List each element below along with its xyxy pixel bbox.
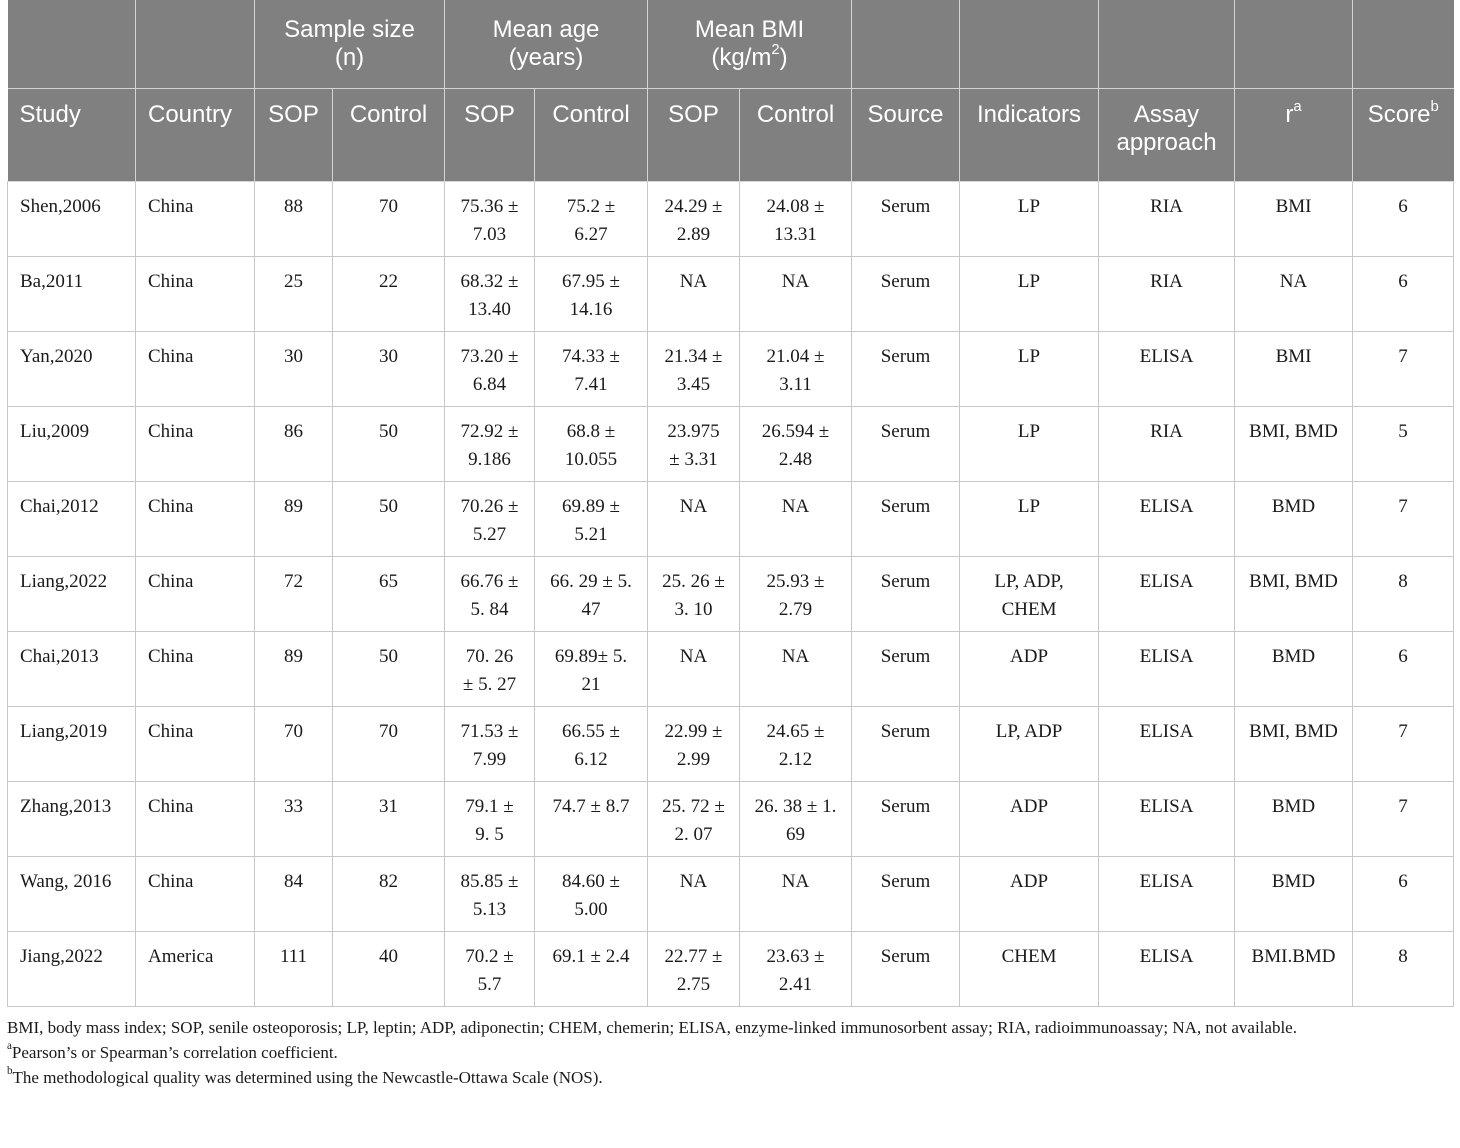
footnotes (7, 1015, 1453, 1090)
cell-assay: ELISA (1099, 632, 1235, 707)
cell-n-sop: 30 (255, 332, 333, 407)
cell-bmi-control: 26. 38 ± 1. 69 (740, 782, 852, 857)
mean-bmi-unit-post: ) (779, 44, 788, 71)
col-header-age-sop: SOP (445, 89, 535, 182)
cell-age-sop: 79.1 ± 9. 5 (445, 782, 535, 857)
col-header-score-sup: b (1430, 98, 1439, 115)
empty-header-cell (1235, 0, 1353, 89)
cell-indicators: LP, ADP (960, 707, 1099, 782)
cell-bmi-sop: 21.34 ± 3.45 (648, 332, 740, 407)
cell-bmi-sop: NA (648, 632, 740, 707)
cell-source: Serum (852, 707, 960, 782)
cell-age-sop: 68.32 ± 13.40 (445, 257, 535, 332)
col-header-score (1353, 89, 1454, 182)
cell-assay: RIA (1099, 407, 1235, 482)
cell-source: Serum (852, 932, 960, 1007)
cell-n-control: 50 (333, 407, 445, 482)
cell-score: 5 (1353, 407, 1454, 482)
col-header-r-sup: a (1293, 98, 1302, 115)
table-row (8, 557, 1454, 632)
cell-n-control: 70 (333, 707, 445, 782)
cell-age-control: 69.1 ± 2.4 (535, 932, 648, 1007)
footnote-b-mark: b (7, 1065, 13, 1078)
cell-bmi-sop: 25. 26 ± 3. 10 (648, 557, 740, 632)
empty-header-cell (1353, 0, 1454, 89)
study-characteristics-table (7, 0, 1454, 1007)
cell-age-control: 69.89± 5. 21 (535, 632, 648, 707)
cell-r: BMI (1235, 332, 1353, 407)
cell-bmi-control: 24.65 ± 2.12 (740, 707, 852, 782)
cell-source: Serum (852, 182, 960, 257)
footnote-a (7, 1040, 1453, 1065)
cell-age-sop: 70. 26 ± 5. 27 (445, 632, 535, 707)
cell-age-sop: 70.26 ± 5.27 (445, 482, 535, 557)
cell-study: Yan,2020 (8, 332, 136, 407)
col-header-r (1235, 89, 1353, 182)
cell-n-control: 31 (333, 782, 445, 857)
footnote-abbreviations: BMI, body mass index; SOP, senile osteoporosis; LP, leptin; ADP, adiponectin; CHEM, chemerin; ELISA, enzyme-linked immunosorbent assay; RIA, radioimmunoassay; NA, not available. (7, 1018, 1297, 1037)
cell-study: Wang, 2016 (8, 857, 136, 932)
cell-source: Serum (852, 632, 960, 707)
mean-age-header: Mean age (years) (445, 0, 648, 89)
cell-study: Liu,2009 (8, 407, 136, 482)
cell-bmi-sop: NA (648, 257, 740, 332)
cell-age-control: 68.8 ± 10.055 (535, 407, 648, 482)
cell-assay: ELISA (1099, 557, 1235, 632)
cell-indicators: LP (960, 257, 1099, 332)
cell-study: Zhang,2013 (8, 782, 136, 857)
cell-score: 6 (1353, 857, 1454, 932)
mean-bmi-header (648, 0, 852, 89)
cell-indicators: ADP (960, 857, 1099, 932)
cell-age-sop: 72.92 ± 9.186 (445, 407, 535, 482)
empty-header-cell (8, 0, 136, 89)
cell-score: 7 (1353, 707, 1454, 782)
col-header-r-label: r (1285, 101, 1294, 128)
table-row (8, 182, 1454, 257)
cell-source: Serum (852, 857, 960, 932)
col-header-country: Country (136, 89, 255, 182)
group-header-row (8, 0, 1454, 89)
cell-assay: RIA (1099, 257, 1235, 332)
cell-age-control: 66. 29 ± 5. 47 (535, 557, 648, 632)
cell-score: 8 (1353, 557, 1454, 632)
cell-bmi-sop: NA (648, 857, 740, 932)
cell-country: China (136, 257, 255, 332)
col-header-source: Source (852, 89, 960, 182)
cell-study: Shen,2006 (8, 182, 136, 257)
col-header-n-sop: SOP (255, 89, 333, 182)
col-header-indicators: Indicators (960, 89, 1099, 182)
cell-study: Jiang,2022 (8, 932, 136, 1007)
cell-assay: ELISA (1099, 932, 1235, 1007)
empty-header-cell (960, 0, 1099, 89)
col-header-n-control: Control (333, 89, 445, 182)
cell-assay: ELISA (1099, 482, 1235, 557)
cell-age-control: 69.89 ± 5.21 (535, 482, 648, 557)
cell-source: Serum (852, 332, 960, 407)
cell-n-sop: 25 (255, 257, 333, 332)
mean-bmi-unit-sup: 2 (771, 41, 780, 58)
cell-n-control: 50 (333, 632, 445, 707)
footnote-a-text: Pearson’s or Spearman’s correlation coefficient. (11, 1043, 338, 1062)
cell-score: 7 (1353, 482, 1454, 557)
cell-n-sop: 70 (255, 707, 333, 782)
cell-n-control: 22 (333, 257, 445, 332)
cell-country: China (136, 482, 255, 557)
cell-bmi-control: 21.04 ± 3.11 (740, 332, 852, 407)
cell-bmi-sop: 22.99 ± 2.99 (648, 707, 740, 782)
col-header-bmi-control: Control (740, 89, 852, 182)
cell-r: BMI, BMD (1235, 707, 1353, 782)
cell-age-sop: 85.85 ± 5.13 (445, 857, 535, 932)
cell-country: China (136, 782, 255, 857)
cell-study: Chai,2012 (8, 482, 136, 557)
cell-country: China (136, 407, 255, 482)
cell-country: China (136, 332, 255, 407)
cell-assay: ELISA (1099, 782, 1235, 857)
cell-bmi-control: NA (740, 482, 852, 557)
cell-score: 6 (1353, 182, 1454, 257)
cell-age-control: 74.7 ± 8.7 (535, 782, 648, 857)
cell-country: China (136, 182, 255, 257)
cell-bmi-sop: 23.975 ± 3.31 (648, 407, 740, 482)
cell-score: 6 (1353, 257, 1454, 332)
cell-age-control: 66.55 ± 6.12 (535, 707, 648, 782)
cell-n-sop: 86 (255, 407, 333, 482)
cell-indicators: CHEM (960, 932, 1099, 1007)
cell-source: Serum (852, 482, 960, 557)
table-row (8, 857, 1454, 932)
cell-n-control: 30 (333, 332, 445, 407)
cell-n-sop: 111 (255, 932, 333, 1007)
column-header-row (8, 89, 1454, 182)
cell-r: BMI (1235, 182, 1353, 257)
cell-n-control: 40 (333, 932, 445, 1007)
cell-indicators: LP, ADP, CHEM (960, 557, 1099, 632)
cell-n-sop: 72 (255, 557, 333, 632)
cell-country: China (136, 632, 255, 707)
table-row (8, 257, 1454, 332)
cell-study: Ba,2011 (8, 257, 136, 332)
mean-bmi-unit-pre: (kg/m (711, 44, 772, 71)
sample-size-header: Sample size (n) (255, 0, 445, 89)
cell-country: China (136, 857, 255, 932)
table-row (8, 332, 1454, 407)
cell-r: BMD (1235, 782, 1353, 857)
cell-r: BMI.BMD (1235, 932, 1353, 1007)
cell-age-control: 74.33 ± 7.41 (535, 332, 648, 407)
cell-study: Chai,2013 (8, 632, 136, 707)
cell-indicators: ADP (960, 632, 1099, 707)
cell-r: BMD (1235, 632, 1353, 707)
cell-age-control: 67.95 ± 14.16 (535, 257, 648, 332)
document (7, 0, 1453, 1090)
empty-header-cell (1099, 0, 1235, 89)
cell-r: BMD (1235, 857, 1353, 932)
col-header-study: Study (8, 89, 136, 182)
cell-indicators: LP (960, 482, 1099, 557)
cell-r: NA (1235, 257, 1353, 332)
cell-score: 7 (1353, 782, 1454, 857)
cell-indicators: LP (960, 332, 1099, 407)
cell-source: Serum (852, 557, 960, 632)
footnote-b-text: The methodological quality was determined using the Newcastle-Ottawa Scale (NOS). (12, 1068, 603, 1087)
cell-assay: RIA (1099, 182, 1235, 257)
cell-bmi-control: 25.93 ± 2.79 (740, 557, 852, 632)
table-row (8, 407, 1454, 482)
cell-indicators: LP (960, 182, 1099, 257)
cell-age-sop: 71.53 ± 7.99 (445, 707, 535, 782)
cell-bmi-sop: 25. 72 ± 2. 07 (648, 782, 740, 857)
cell-n-sop: 33 (255, 782, 333, 857)
cell-bmi-control: 23.63 ± 2.41 (740, 932, 852, 1007)
cell-score: 8 (1353, 932, 1454, 1007)
cell-age-sop: 73.20 ± 6.84 (445, 332, 535, 407)
cell-r: BMI, BMD (1235, 557, 1353, 632)
footnote-b (7, 1065, 1453, 1090)
cell-bmi-sop: 22.77 ± 2.75 (648, 932, 740, 1007)
cell-n-control: 82 (333, 857, 445, 932)
empty-header-cell (136, 0, 255, 89)
cell-source: Serum (852, 782, 960, 857)
cell-n-sop: 89 (255, 482, 333, 557)
cell-bmi-control: NA (740, 632, 852, 707)
cell-n-sop: 84 (255, 857, 333, 932)
cell-age-sop: 70.2 ± 5.7 (445, 932, 535, 1007)
table-row (8, 932, 1454, 1007)
cell-bmi-control: NA (740, 257, 852, 332)
table-row (8, 707, 1454, 782)
cell-bmi-control: NA (740, 857, 852, 932)
cell-country: China (136, 557, 255, 632)
cell-age-sop: 66.76 ± 5. 84 (445, 557, 535, 632)
footnote-a-mark: a (7, 1040, 12, 1053)
cell-assay: ELISA (1099, 707, 1235, 782)
cell-age-control: 84.60 ± 5.00 (535, 857, 648, 932)
empty-header-cell (852, 0, 960, 89)
cell-indicators: ADP (960, 782, 1099, 857)
table-row (8, 782, 1454, 857)
col-header-assay: Assay approach (1099, 89, 1235, 182)
cell-age-control: 75.2 ± 6.27 (535, 182, 648, 257)
cell-study: Liang,2019 (8, 707, 136, 782)
cell-bmi-control: 24.08 ± 13.31 (740, 182, 852, 257)
cell-assay: ELISA (1099, 332, 1235, 407)
cell-r: BMI, BMD (1235, 407, 1353, 482)
cell-indicators: LP (960, 407, 1099, 482)
cell-study: Liang,2022 (8, 557, 136, 632)
table-row (8, 482, 1454, 557)
col-header-score-label: Score (1367, 101, 1431, 128)
cell-country: America (136, 932, 255, 1007)
col-header-age-control: Control (535, 89, 648, 182)
cell-n-sop: 89 (255, 632, 333, 707)
cell-bmi-control: 26.594 ± 2.48 (740, 407, 852, 482)
cell-r: BMD (1235, 482, 1353, 557)
table-body (8, 182, 1454, 1007)
cell-bmi-sop: 24.29 ± 2.89 (648, 182, 740, 257)
cell-n-control: 65 (333, 557, 445, 632)
cell-n-sop: 88 (255, 182, 333, 257)
cell-source: Serum (852, 407, 960, 482)
cell-n-control: 50 (333, 482, 445, 557)
cell-assay: ELISA (1099, 857, 1235, 932)
cell-country: China (136, 707, 255, 782)
mean-bmi-label: Mean BMI (694, 16, 805, 43)
cell-age-sop: 75.36 ± 7.03 (445, 182, 535, 257)
cell-score: 6 (1353, 632, 1454, 707)
cell-bmi-sop: NA (648, 482, 740, 557)
cell-source: Serum (852, 257, 960, 332)
cell-score: 7 (1353, 332, 1454, 407)
table-row (8, 632, 1454, 707)
col-header-bmi-sop: SOP (648, 89, 740, 182)
cell-n-control: 70 (333, 182, 445, 257)
